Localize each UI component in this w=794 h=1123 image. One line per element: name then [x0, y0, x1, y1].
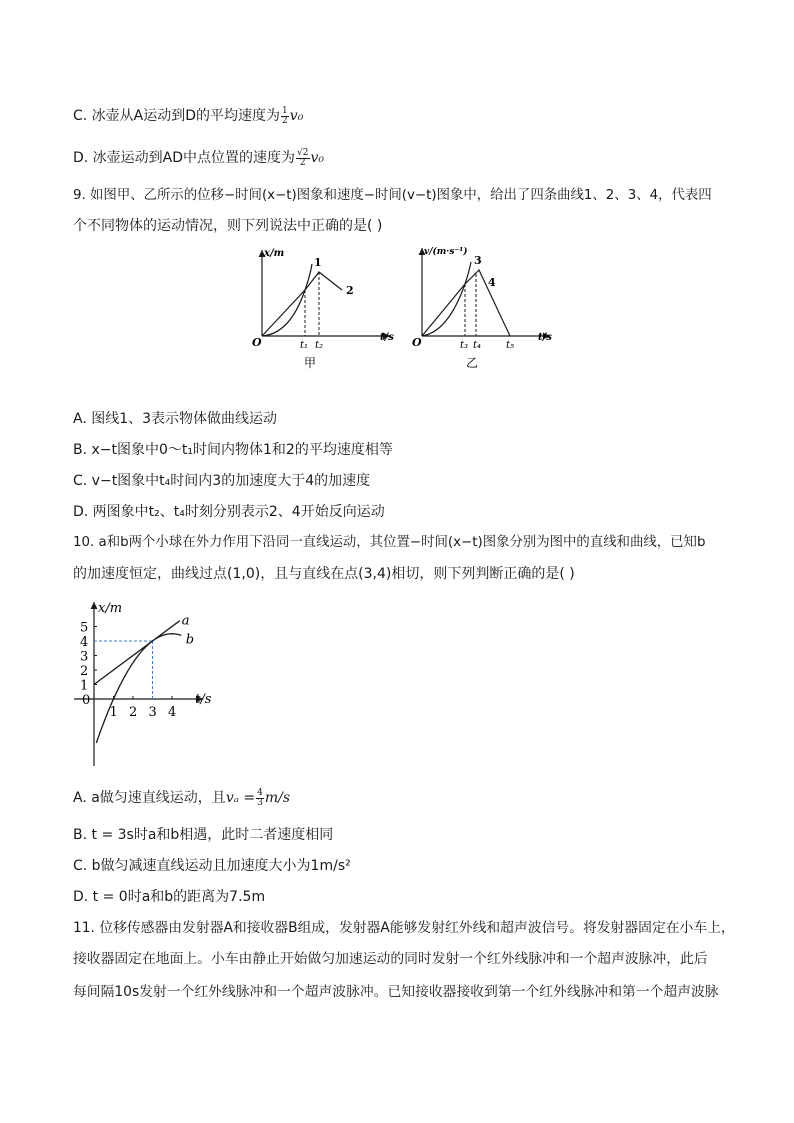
- q10-option-a-unit: m/s: [264, 790, 291, 806]
- q10-option-a: [73, 788, 290, 808]
- y-tick-label: 2: [80, 664, 89, 679]
- x-axis-label: t/s: [195, 692, 212, 707]
- y-tick-label: 1: [80, 678, 89, 694]
- q9-figure-yi: [410, 242, 560, 372]
- q10-option-c: C. b做匀减速直线运动且加速度大小为1m/s²: [73, 858, 351, 874]
- yi-label-4: 4: [488, 276, 496, 289]
- yi-x-label: t/s: [538, 332, 552, 343]
- x-tick-label: 3: [148, 705, 157, 720]
- y-tick-label: 5: [80, 620, 89, 636]
- q8-option-c: [73, 106, 303, 126]
- jia-y-label: x/m: [264, 248, 285, 259]
- q10-option-a-var: vₐ =: [225, 790, 256, 806]
- jia-label-1: 1: [314, 256, 322, 269]
- y-tick-label: 4: [80, 635, 89, 650]
- q11-line3: 每间隔10s发射一个红外线脉冲和一个超声波脉冲。已知接收器接收到第一个红外线脉冲和第一个超声波脉: [73, 984, 719, 1000]
- yi-label-3: 3: [474, 254, 482, 267]
- yi-origin: O: [412, 336, 422, 349]
- series-a-line: [94, 621, 180, 685]
- x-tick-label: 2: [129, 705, 138, 720]
- q8-option-d-fraction: $\frac{√2}{2}$: [297, 147, 309, 168]
- q8-option-c-var: v₀: [289, 108, 304, 124]
- series-b-curve: [96, 634, 181, 743]
- q9-option-a: A. 图线1、3表示物体做曲线运动: [73, 411, 278, 427]
- q9-figure-jia: [250, 242, 410, 372]
- y-axis-label: x/m: [98, 601, 123, 616]
- q10-stem-line1: 10. a和b两个小球在外力作用下沿同一直线运动，其位置−时间(x−t)图象分别为图中的直线和曲线，已知b: [73, 535, 706, 550]
- x-tick-label: 1: [109, 705, 118, 720]
- q11-line2: 接收器固定在地面上。小车由静止开始做匀加速运动的同时发射一个红外线脉冲和一个超声波脉冲，此后: [73, 951, 708, 967]
- q9-option-d: D. 两图象中t₂、t₄时刻分别表示2、4开始反向运动: [73, 504, 385, 520]
- q9-option-c: C. v−t图象中t₄时间内3的加速度大于4的加速度: [73, 473, 371, 489]
- q8-option-d: [73, 148, 324, 168]
- yi-tick-t5: t₅: [506, 340, 515, 351]
- x-tick-label: 4: [168, 705, 177, 720]
- jia-label-2: 2: [346, 284, 354, 297]
- yi-y-label: v/(m·s⁻¹): [424, 247, 468, 257]
- q8-option-c-text: C. 冰壶从A运动到D的平均速度为: [73, 108, 281, 124]
- q9-stem-line1: 9. 如图甲、乙所示的位移−时间(x−t)图象和速度−时间(v−t)图象中，给出了四条曲线1、2、3、4，代表四: [73, 188, 712, 203]
- jia-x-label: t/s: [380, 332, 394, 343]
- jia-caption: 甲: [304, 356, 317, 370]
- q10-option-a-fraction: $\frac{4}{3}$: [257, 787, 263, 808]
- yi-caption: 乙: [466, 356, 479, 370]
- q8-option-c-fraction: $\frac{1}{2}$: [282, 105, 288, 126]
- jia-tick-t2: t₂: [315, 340, 324, 351]
- q10-option-b: B. t = 3s时a和b相遇，此时二者速度相同: [73, 827, 334, 843]
- q11-line1: 11. 位移传感器由发射器A和接收器B组成，发射器A能够发射红外线和超声波信号。将发射器固定在小车上，: [73, 920, 735, 936]
- q8-option-d-text: D. 冰壶运动到AD中点位置的速度为: [73, 150, 296, 166]
- yi-tick-t3: t₃: [460, 340, 469, 351]
- origin-label: 0: [82, 693, 91, 708]
- yi-tick-t4: t₄: [473, 340, 482, 351]
- q8-option-d-var: v₀: [310, 150, 325, 166]
- jia-curve-2: [262, 272, 342, 336]
- jia-origin: O: [252, 336, 262, 349]
- jia-tick-t1: t₁: [300, 340, 309, 351]
- q9-option-b: B. x−t图象中0～t₁时间内物体1和2的平均速度相等: [73, 442, 393, 458]
- yi-curve-3: [422, 262, 471, 336]
- q10-stem-line2: 的加速度恒定，曲线过点(1,0)，且与直线在点(3,4)相切，则下列判断正确的是( ): [73, 566, 575, 582]
- q9-stem-line2: 个不同物体的运动情况，则下列说法中正确的是( ): [73, 218, 383, 234]
- series-a-label: a: [181, 613, 190, 629]
- q10-option-a-text: A. a做匀速直线运动，且: [73, 790, 226, 806]
- y-tick-label: 3: [80, 649, 89, 665]
- series-b-label: b: [185, 632, 195, 648]
- q10-chart: [72, 596, 222, 771]
- q10-option-d: D. t = 0时a和b的距离为7.5m: [73, 889, 266, 905]
